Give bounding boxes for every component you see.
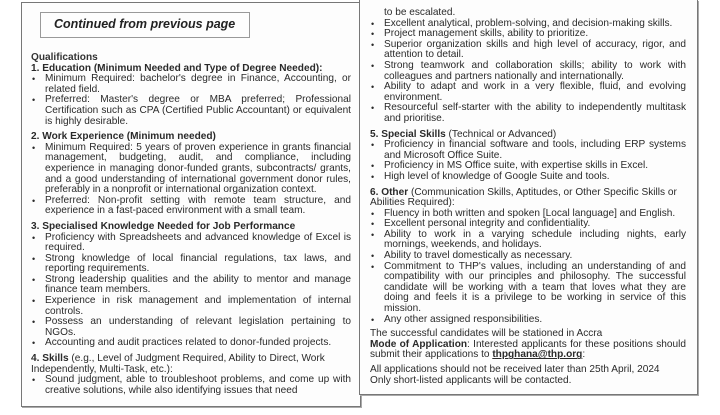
shortlist-text: Only short-listed applicants will be contacted. — [370, 374, 572, 386]
list-item: • Proficiency in MS Office suite, with expertise skills in Excel. — [370, 161, 686, 172]
email-suffix: : — [582, 349, 586, 361]
list-item: • Sound judgment, able to troubleshoot problems, and come up with creative solutions, while also identifying issues that need — [31, 375, 351, 396]
skills-heading-rest: (e.g., Level of Judgment Required, Ability to Direct, Work Independently, Multi-Task, etc.): — [31, 353, 325, 375]
skills-section — [31, 354, 351, 396]
skills-continued-section — [370, 8, 686, 125]
special-skills-list — [370, 140, 686, 182]
deadline-info — [370, 365, 686, 386]
station-text: The successful candidates will be stationed in Accra — [370, 328, 603, 340]
education-heading: 1. Education (Minimum Needed and Type of Degree Needed): — [31, 62, 323, 74]
list-item: • Proficiency with Spreadsheets and advanced knowledge of Excel is required. — [31, 233, 351, 254]
list-item: • Ability to work in a varying schedule including nights, early mornings, weekends, and holidays. — [370, 230, 686, 251]
specialised-knowledge-heading: 3. Specialised Knowledge Needed for Job Performance — [31, 220, 296, 232]
mode-of-application-label: Mode of Application — [370, 338, 468, 350]
list-item: • Ability to travel domestically as necessary. — [370, 251, 686, 262]
continued-from-previous-page-label: Continued from previous page — [40, 12, 250, 38]
specialised-knowledge-section — [31, 222, 351, 349]
list-item: • Minimum Required: 5 years of proven experience in grants financial management, budgeting, audit, and compliance, including experience in managing donor-funded grants, subcontracts/ grants, and a good understanding of international government donor rules, preferably in a nonprofit or international organization context. — [31, 143, 351, 196]
list-item: • Excellent analytical, problem-solving, and decision-making skills. — [370, 19, 686, 30]
special-skills-heading-rest: (Technical or Advanced) — [445, 128, 557, 140]
work-experience-list — [31, 143, 351, 217]
list-item: • Superior organization skills and high level of accuracy, rigor, and attention to detail. — [370, 40, 686, 61]
application-info — [370, 329, 686, 361]
work-experience-section — [31, 132, 351, 217]
list-item: • Excellent personal integrity and confidentiality. — [370, 219, 686, 230]
skills-continuation-text: to be escalated. — [384, 7, 456, 18]
skills-heading-bold: 4. Skills — [31, 353, 69, 365]
other-heading — [370, 188, 686, 209]
list-item: • Preferred: Master's degree or MBA preferred; Professional Certification such as CPA (Certified Public Accountant) or equivalent is highly desirable. — [31, 95, 351, 127]
education-section — [31, 64, 351, 128]
special-skills-heading-bold: 5. Special Skills — [370, 128, 446, 140]
other-heading-rest: (Communication Skills, Aptitudes, or Other Specific Skills or Abilities Required): — [370, 186, 677, 209]
deadline-text: All applications should not be received later than 25th April, 2024 — [370, 364, 660, 375]
list-item: • Experience in risk management and implementation of internal controls. — [31, 296, 351, 317]
list-item: • Ability to adapt and work in a very flexible, fluid, and evolving environment. — [370, 82, 686, 103]
list-item: • Resourceful self-starter with the ability to independently multitask and prioritise. — [370, 103, 686, 124]
application-email-link[interactable]: thpghana@thp.org — [492, 349, 583, 361]
list-item: • Possess an understanding of relevant legislation pertaining to NGOs. — [31, 317, 351, 338]
list-item: • Fluency in both written and spoken [Local language] and English. — [370, 209, 686, 220]
list-item: • Proficiency in financial software and tools, including ERP systems and Microsoft Office Suite. — [370, 140, 686, 161]
list-item: • Minimum Required: bachelor's degree in Finance, Accounting, or related field. — [31, 74, 351, 95]
skills-heading — [31, 354, 351, 375]
work-experience-heading: 2. Work Experience (Minimum needed) — [31, 131, 216, 143]
specialised-knowledge-list — [31, 233, 351, 350]
list-item: • Strong knowledge of local financial regulations, tax laws, and reporting requirements. — [31, 254, 351, 275]
list-item: • High level of knowledge of Google Suite and tools. — [370, 172, 686, 183]
mode-of-application — [370, 340, 686, 361]
other-section — [370, 188, 686, 326]
other-list — [370, 209, 686, 326]
mode-of-application-text: : Interested applicants for these positions should submit their applications to — [370, 338, 686, 361]
left-column — [21, 2, 361, 407]
list-item: • Commitment to THP's values, including an understanding of and compatibility with our principles and philosophy. The successful candidate will be working with a team that loves what they are doing and feels it is a privilege to be working in service of this mission. — [370, 262, 686, 315]
list-item: • Any other assigned responsibilities. — [370, 315, 686, 326]
right-column — [359, 0, 698, 395]
list-item: • Strong teamwork and collaboration skills; ability to work with colleagues and partners nationally and internationally. — [370, 61, 686, 82]
list-item: • Accounting and audit practices related to donor-funded projects. — [31, 338, 351, 349]
special-skills-section — [370, 130, 686, 183]
list-item: • Project management skills, ability to prioritize. — [370, 29, 686, 40]
other-heading-bold: 6. Other — [370, 186, 409, 198]
skills-list — [31, 375, 351, 396]
list-item: • Strong leadership qualities and the ability to mentor and manage finance team members. — [31, 275, 351, 296]
education-list — [31, 74, 351, 127]
skills-continued-list — [370, 19, 686, 125]
qualifications-title: Qualifications — [31, 52, 98, 63]
list-item: • Preferred: Non-profit setting with remote team structure, and experience in a fast-paced environment with a small team. — [31, 196, 351, 217]
